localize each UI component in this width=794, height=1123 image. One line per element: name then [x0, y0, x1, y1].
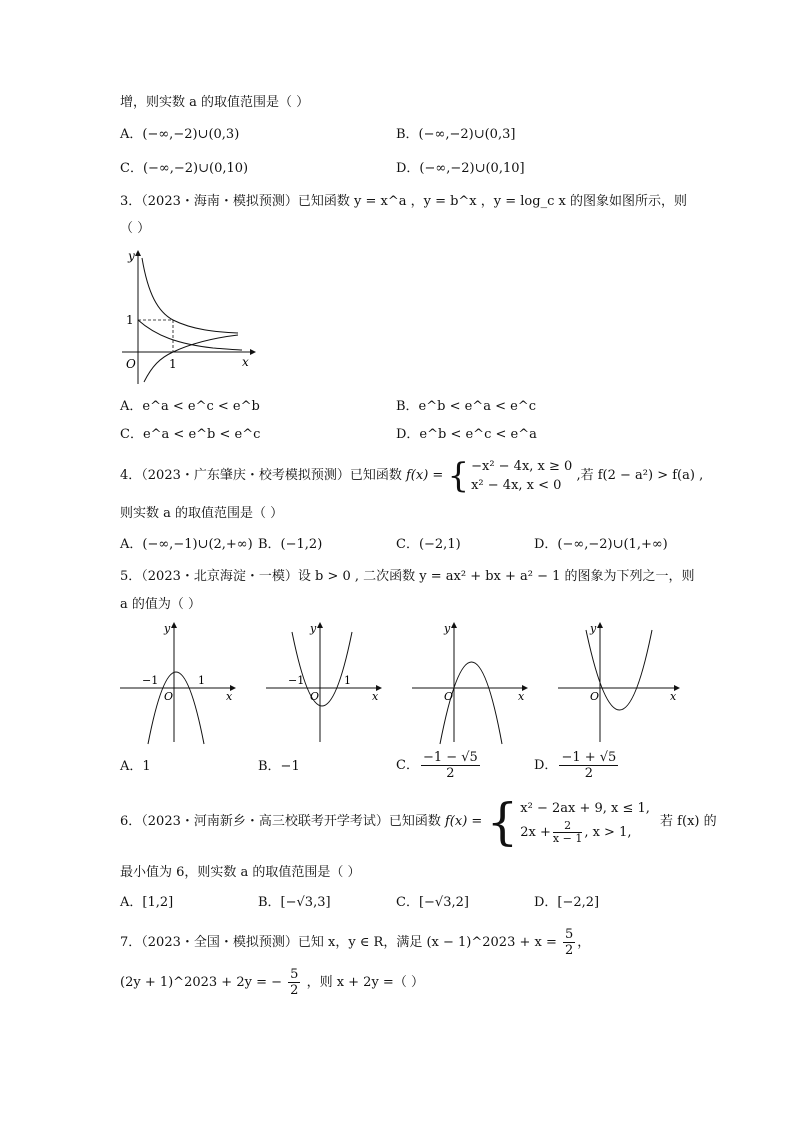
svg-text:y: y: [310, 622, 317, 635]
q6-option-c[interactable]: C．[−√3,2]: [396, 895, 469, 910]
q7-frac2-den: 2: [290, 983, 299, 998]
q5-graph-c: [410, 620, 530, 745]
q6-case-1: x² − 2ax + 9, x ≤ 1,: [520, 801, 650, 816]
q4-option-c[interactable]: C．(−2,1): [396, 537, 461, 552]
svg-text:−1: −1: [288, 674, 305, 687]
q3-paren: （ ）: [120, 221, 151, 236]
q4-option-b[interactable]: B．(−1,2): [258, 537, 323, 552]
q2-option-a[interactable]: A．(−∞,−2)∪(0,3): [120, 127, 240, 142]
q4-option-d[interactable]: D．(−∞,−2)∪(1,+∞): [534, 537, 668, 552]
q6-option-b[interactable]: B．[−√3,3]: [258, 895, 331, 910]
q4-line-2: 则实数 a 的取值范围是（ ）: [120, 506, 284, 521]
q3-y-label: y: [128, 249, 135, 263]
svg-text:O: O: [444, 690, 454, 703]
q4-fx: f(x) =: [406, 468, 444, 483]
svg-text:x: x: [670, 690, 677, 703]
q4-stem: [120, 456, 703, 496]
svg-text:x: x: [372, 690, 379, 703]
q4-prefix: 4．（2023・广东肇庆・校考模拟预测）已知函数: [120, 468, 402, 483]
q5-stem: 5．（2023・北京海淀・一模）设 b > 0 , 二次函数 y = ax² + bx + a² − 1 的图象为下列之一，则: [120, 569, 695, 584]
q5-graph-b: [264, 620, 384, 745]
q3-tick-x: 1: [169, 357, 177, 371]
q5-curve-c: [440, 662, 502, 744]
q7-prefix: 7．（2023・全国・模拟预测）已知 x，y ∈ R，满足 (x − 1)^2023 + x =: [120, 935, 557, 950]
q7-frac2-num: 5: [290, 967, 299, 982]
q7-frac1-num: 5: [565, 927, 574, 942]
q6-suffix: 若 f(x) 的: [660, 814, 717, 829]
q4-brace: {: [447, 455, 470, 496]
q4-cases: [471, 457, 572, 495]
q6-stem: [120, 794, 717, 850]
q7-frac1-den: 2: [565, 943, 574, 958]
q5-graph-a: [118, 620, 238, 745]
q3-stem: 3．（2023・海南・模拟预测）已知函数 y = x^a ，y = b^x ，y = log_c x 的图象如图所示，则: [120, 194, 687, 209]
q6-case-2: 2x + $\frac{2}{x - 1}$ , x > 1,: [520, 819, 632, 845]
q3-curve-log: [144, 335, 238, 382]
svg-text:1: 1: [198, 674, 205, 687]
q3-option-c[interactable]: C．e^a < e^b < e^c: [120, 427, 261, 442]
q3-graph: [118, 248, 258, 386]
q3-curve-power: [142, 258, 238, 333]
q3-x-label: x: [242, 355, 249, 369]
q6-prefix: 6．（2023・河南新乡・高三校联考开学考试）已知函数: [120, 814, 441, 829]
q5-curve-b: [292, 632, 352, 706]
q6-brace: {: [486, 792, 519, 851]
svg-text:O: O: [310, 690, 320, 703]
q4-case-2: x² − 4x, x < 0: [471, 477, 562, 493]
svg-text:−1: −1: [142, 674, 159, 687]
q3-origin: O: [126, 357, 136, 371]
svg-text:x: x: [518, 690, 525, 703]
q3-x-arrow: [250, 349, 256, 355]
q2-option-b[interactable]: B．(−∞,−2)∪(0,3]: [396, 127, 516, 142]
q4-case-1: −x² − 4x, x ≥ 0: [471, 458, 573, 474]
q6-cases: [520, 798, 650, 845]
q4-condition: ,若 f(2 − a²) > f(a) ,: [576, 468, 704, 483]
q5-option-c[interactable]: C． $\frac{-1 - √5}{2}$: [396, 750, 478, 781]
q7-stem: 7．（2023・全国・模拟预测）已知 x，y ∈ R，满足 (x − 1)^2023 + x = $\frac{5}{2}$ ，: [120, 927, 591, 958]
q7-line2-pre: (2y + 1)^2023 + 2y = −: [120, 975, 282, 990]
svg-text:y: y: [590, 622, 597, 635]
svg-text:O: O: [164, 690, 174, 703]
q4-option-a[interactable]: A．(−∞,−1)∪(2,+∞): [120, 537, 253, 552]
q5-option-b[interactable]: B．−1: [258, 759, 300, 774]
q5-graph-d: [556, 620, 682, 745]
q3-option-d[interactable]: D．e^b < e^c < e^a: [396, 427, 537, 442]
q6-fx: f(x) =: [445, 814, 483, 829]
svg-text:1: 1: [344, 674, 351, 687]
q3-y-arrow: [135, 250, 141, 256]
q5-option-d[interactable]: D． $\frac{-1 + √5}{2}$: [534, 750, 617, 781]
q3-tick-y: 1: [126, 313, 134, 327]
q5-option-a[interactable]: A．1: [120, 759, 151, 774]
q6-option-a[interactable]: A．[1,2]: [120, 895, 174, 910]
svg-text:y: y: [444, 622, 451, 635]
q3-option-a[interactable]: A．e^a < e^c < e^b: [120, 399, 260, 414]
q2-option-c[interactable]: C．(−∞,−2)∪(0,10): [120, 161, 249, 176]
q7-line-2: [120, 966, 424, 1000]
q6-line-2: 最小值为 6，则实数 a 的取值范围是（ ）: [120, 865, 361, 880]
svg-text:y: y: [164, 622, 171, 635]
q3-option-b[interactable]: B．e^b < e^a < e^c: [396, 399, 536, 414]
svg-text:x: x: [226, 690, 233, 703]
q5-line-2: a 的值为（ ）: [120, 597, 202, 612]
q2-stem-end: 增，则实数 a 的取值范围是（ ）: [120, 95, 310, 110]
q7-line2-post: ，则 x + 2y =（ ）: [306, 975, 424, 990]
q6-option-d[interactable]: D．[−2,2]: [534, 895, 600, 910]
q2-option-d[interactable]: D．(−∞,−2)∪(0,10]: [396, 161, 525, 176]
svg-text:O: O: [590, 690, 600, 703]
